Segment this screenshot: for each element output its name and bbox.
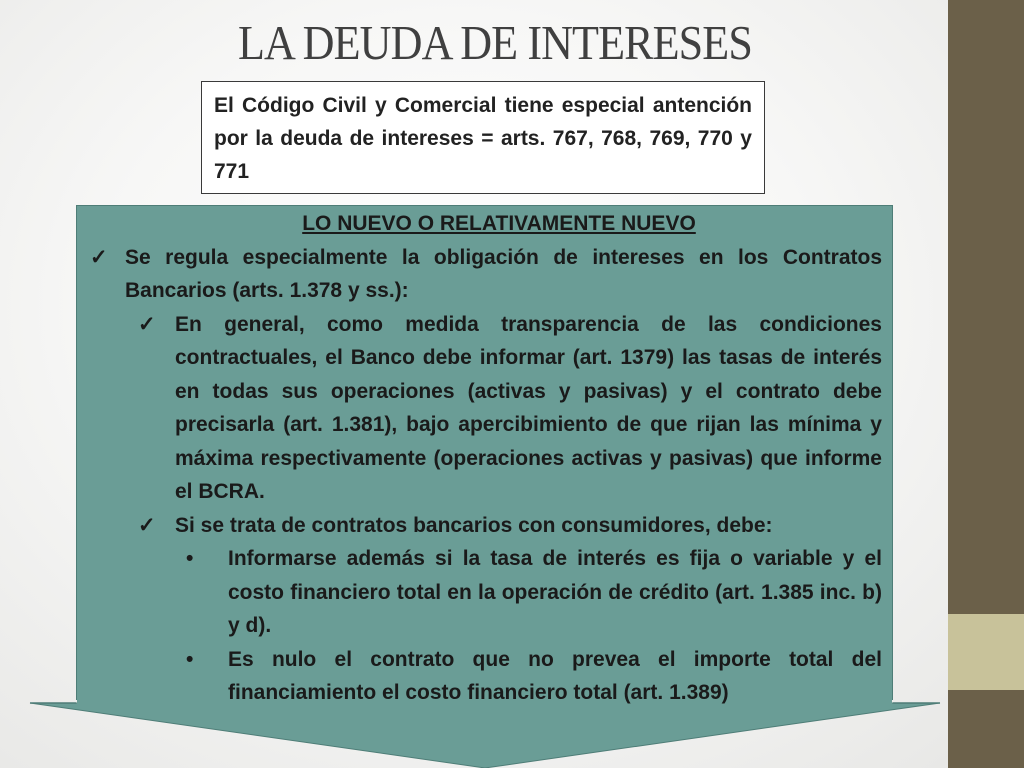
bullet-icon: •	[186, 547, 194, 570]
list-item-text: En general, como medida transparencia de las condiciones contractuales, el Banco debe informar (art. 1379) las tasas de interés en todas sus operaciones (activas y pasivas) y el contrato debe precisarla (art. 1.381), bajo apercibimiento de que rijan las mínima y máxima respectivamente (operaciones activas y pasivas) que informe el BCRA.	[175, 312, 882, 503]
arrow-tip	[30, 703, 940, 768]
list-item	[76, 308, 882, 509]
panel-heading: LO NUEVO O RELATIVAMENTE NUEVO	[302, 212, 696, 235]
list-item-text: Se regula especialmente la obligación de intereses en los Contratos Bancarios (arts. 1.378 y ss.):	[125, 245, 882, 302]
list-item	[76, 542, 882, 643]
bullet-icon: •	[186, 647, 194, 671]
list-item	[76, 509, 882, 543]
checkmark-icon: ✓	[138, 513, 156, 537]
list-item-text: Si se trata de contratos bancarios con consumidores, debe:	[175, 513, 773, 537]
list-item	[76, 643, 882, 710]
checkmark-icon: ✓	[138, 312, 156, 336]
list-item-text: Informarse además si la tasa de interés es fija o variable y el costo financiero total en la operación de crédito (art. 1.385 inc. b) y d).	[228, 547, 882, 637]
intro-text: El Código Civil y Comercial tiene especial antención por la deuda de intereses = arts. 767, 768, 769, 770 y 771	[214, 94, 752, 183]
list-item-text: Es nulo el contrato que no prevea el importe total del financiamiento el costo financiero total (art. 1.389)	[228, 647, 882, 704]
checkmark-icon: ✓	[90, 245, 108, 269]
slide-title: LA DEUDA DE INTERESES	[238, 15, 752, 70]
panel-content	[76, 207, 882, 710]
list-item	[76, 241, 882, 308]
